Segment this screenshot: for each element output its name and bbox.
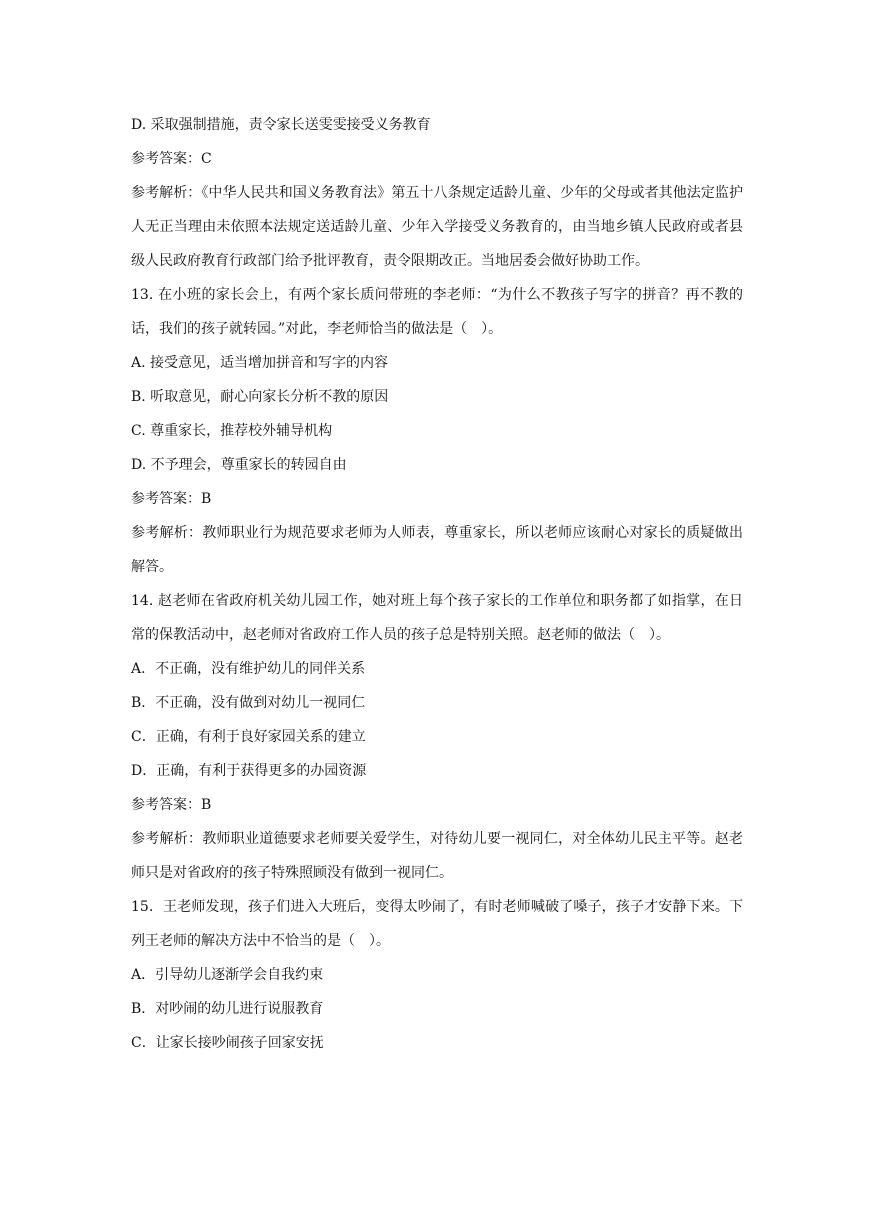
q14-option-b: B．不正确，没有做到对幼儿一视同仁 <box>131 695 366 711</box>
q14-stem: 14. 赵老师在省政府机关幼儿园工作，她对班上每个孩子家长的工作单位和职务都了如指掌，在日常的保教活动中，赵老师对省政府工作人员的孩子总是特别关照。赵老师的做法（ ）。 <box>131 593 743 643</box>
q14-analysis: 参考解析：教师职业道德要求老师要关爱学生，对待幼儿要一视同仁，对全体幼儿民主平等。赵老师只是对省政府的孩子特殊照顾没有做到一视同仁。 <box>131 831 743 881</box>
q15-option-a: A．引导幼儿逐渐学会自我约束 <box>131 967 324 983</box>
q12-analysis: 参考解析：《中华人民共和国义务教育法》第五十八条规定适龄儿童、少年的父母或者其他法定监护人无正当理由未依照本法规定送适龄儿童、少年入学接受义务教育的，由当地乡镇人民政府或者县级人民政府教育行政部门给予批评教育，责令限期改正。当地居委会做好协助工作。 <box>131 185 743 269</box>
q12-answer: 参考答案：C <box>131 151 212 167</box>
q13-option-d: D. 不予理会，尊重家长的转园自由 <box>131 457 347 473</box>
q14-answer: 参考答案：B <box>131 797 212 813</box>
page-content <box>131 108 743 1060</box>
q14-option-c: C．正确，有利于良好家园关系的建立 <box>131 729 366 745</box>
q13-option-b: B. 听取意见，耐心向家长分析不教的原因 <box>131 389 389 405</box>
q13-option-a: A. 接受意见，适当增加拼音和写字的内容 <box>131 355 389 371</box>
q13-answer: 参考答案：B <box>131 491 212 507</box>
q15-option-c: C．让家长接吵闹孩子回家安抚 <box>131 1035 324 1051</box>
q14-option-a: A．不正确，没有维护幼儿的同伴关系 <box>131 661 366 677</box>
q15-option-b: B．对吵闹的幼儿进行说服教育 <box>131 1001 324 1017</box>
q14-option-d: D．正确，有利于获得更多的办园资源 <box>131 763 367 779</box>
q15-stem: 15．王老师发现，孩子们进入大班后，变得太吵闹了，有时老师喊破了嗓子，孩子才安静下来。下列王老师的解决方法中不恰当的是（ ）。 <box>131 899 743 949</box>
q13-stem: 13. 在小班的家长会上，有两个家长质问带班的李老师：“为什么不教孩子写字的拼音？再不教的话，我们的孩子就转园。”对此，李老师恰当的做法是（ ）。 <box>131 287 743 337</box>
q12-option-d: D. 采取强制措施，责令家长送雯雯接受义务教育 <box>131 117 431 133</box>
q13-analysis: 参考解析：教师职业行为规范要求老师为人师表，尊重家长，所以老师应该耐心对家长的质疑做出解答。 <box>131 525 743 575</box>
q13-option-c: C. 尊重家长，推荐校外辅导机构 <box>131 423 333 439</box>
